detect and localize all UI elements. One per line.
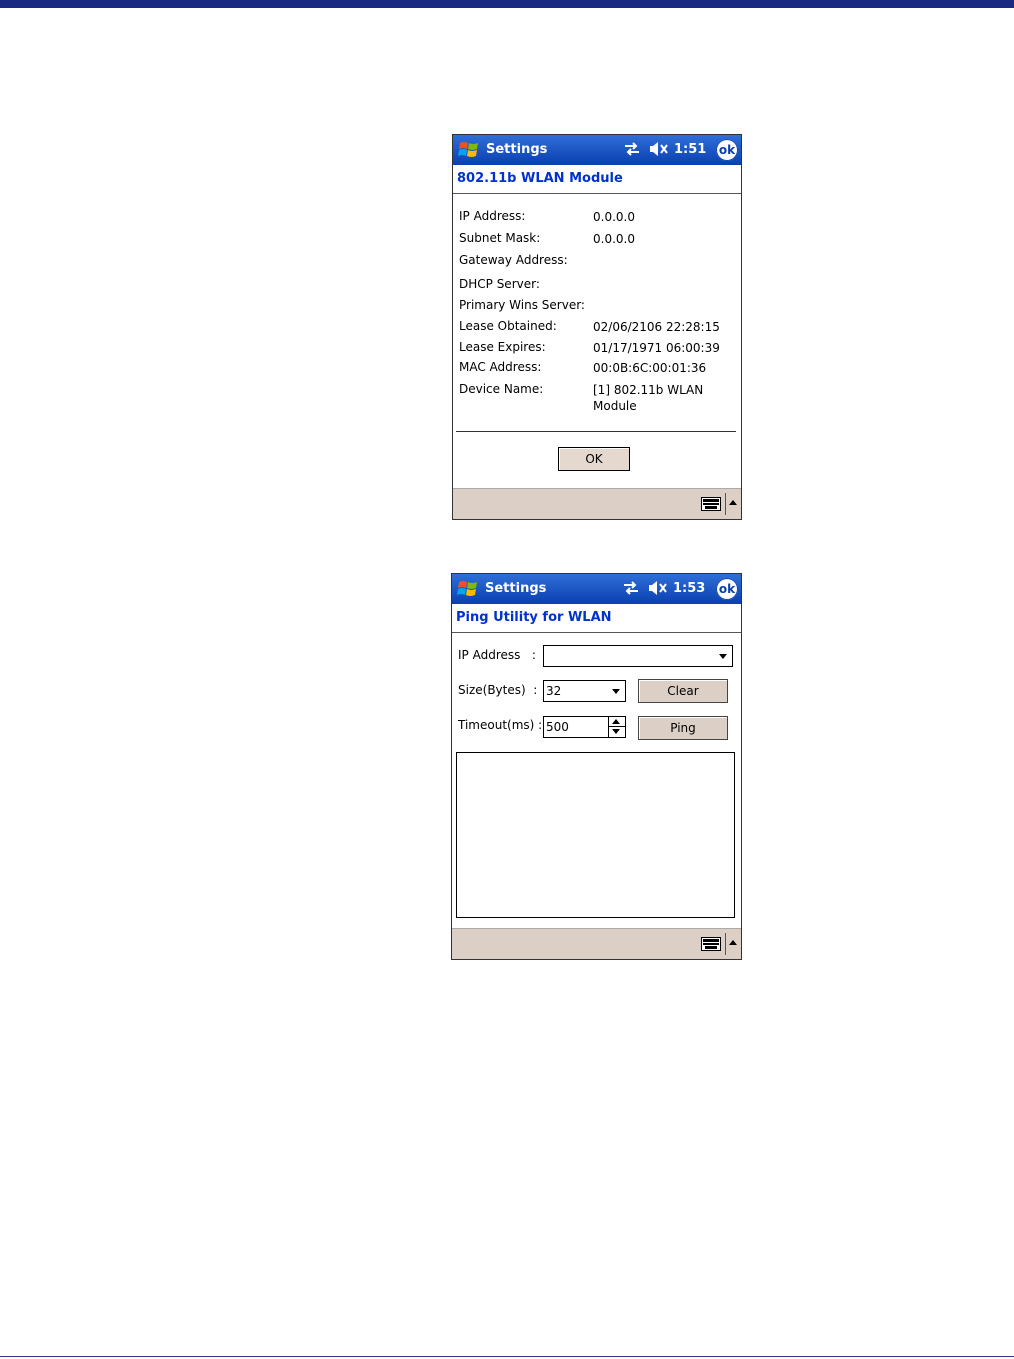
ip-address-label: IP Address : (458, 648, 536, 662)
mac-address-label: MAC Address: (459, 360, 542, 374)
subnet-mask-value: 0.0.0.0 (593, 232, 635, 246)
page-header-bar (0, 0, 1014, 8)
keyboard-icon[interactable] (701, 937, 721, 951)
dhcp-server-label: DHCP Server: (459, 277, 540, 291)
ok-icon[interactable]: ok (716, 578, 738, 600)
page-subtitle: 802.11b WLAN Module (457, 171, 623, 186)
title-bar (452, 574, 741, 604)
divider (725, 933, 726, 955)
app-title: Settings (485, 581, 547, 596)
ok-icon[interactable]: ok (716, 139, 738, 161)
ping-utility-screen (451, 573, 742, 960)
lease-expires-value: 01/17/1971 06:00:39 (593, 341, 720, 355)
lease-obtained-label: Lease Obtained: (459, 319, 557, 333)
menu-bar (452, 928, 741, 959)
wlan-module-screen (452, 134, 742, 520)
arrow-down-icon[interactable] (612, 729, 620, 734)
arrow-up-icon[interactable] (612, 719, 620, 724)
speaker-muted-icon[interactable] (649, 141, 669, 157)
menu-bar (453, 488, 741, 519)
ip-address-label: IP Address: (459, 209, 526, 223)
ping-button[interactable]: Ping (638, 716, 728, 740)
lease-obtained-value: 02/06/2106 22:28:15 (593, 320, 720, 334)
arrow-up-icon[interactable] (729, 940, 737, 945)
divider (456, 431, 736, 432)
gateway-address-label: Gateway Address: (459, 253, 568, 267)
timeout-label: Timeout(ms) : (458, 718, 543, 732)
windows-start-icon[interactable] (457, 138, 481, 162)
sync-icon[interactable] (623, 140, 641, 158)
mac-address-value: 00:0B:6C:00:01:36 (593, 361, 707, 375)
spin-buttons[interactable] (608, 717, 625, 737)
app-title: Settings (486, 142, 548, 157)
ok-button[interactable]: OK (558, 447, 630, 471)
ip-address-value: 0.0.0.0 (593, 210, 635, 224)
size-bytes-combo[interactable] (543, 680, 626, 702)
divider (452, 632, 741, 633)
arrow-up-icon[interactable] (729, 500, 737, 505)
clear-button[interactable]: Clear (638, 679, 728, 703)
ip-address-combo[interactable] (543, 645, 733, 667)
divider (725, 493, 726, 515)
size-bytes-value: 32 (546, 684, 562, 698)
speaker-muted-icon[interactable] (648, 580, 668, 596)
clock[interactable]: 1:53 (673, 581, 706, 596)
device-name-label: Device Name: (459, 382, 544, 396)
divider (453, 193, 741, 194)
lease-expires-label: Lease Expires: (459, 340, 546, 354)
timeout-value: 500 (546, 720, 569, 734)
sync-icon[interactable] (622, 579, 640, 597)
ping-results-box[interactable] (456, 752, 735, 918)
device-name-value: [1] 802.11b WLAN Module (593, 383, 704, 413)
page-subtitle: Ping Utility for WLAN (456, 610, 612, 625)
size-bytes-label: Size(Bytes) : (458, 683, 538, 697)
chevron-down-icon[interactable] (612, 689, 620, 694)
clock[interactable]: 1:51 (674, 142, 707, 157)
timeout-stepper[interactable] (543, 716, 626, 738)
subnet-mask-label: Subnet Mask: (459, 231, 541, 245)
primary-wins-server-label: Primary Wins Server: (459, 298, 585, 312)
title-bar (453, 135, 741, 165)
chevron-down-icon[interactable] (719, 654, 727, 659)
page-footer-rule (0, 1356, 1014, 1357)
keyboard-icon[interactable] (701, 497, 721, 511)
windows-start-icon[interactable] (456, 577, 480, 601)
